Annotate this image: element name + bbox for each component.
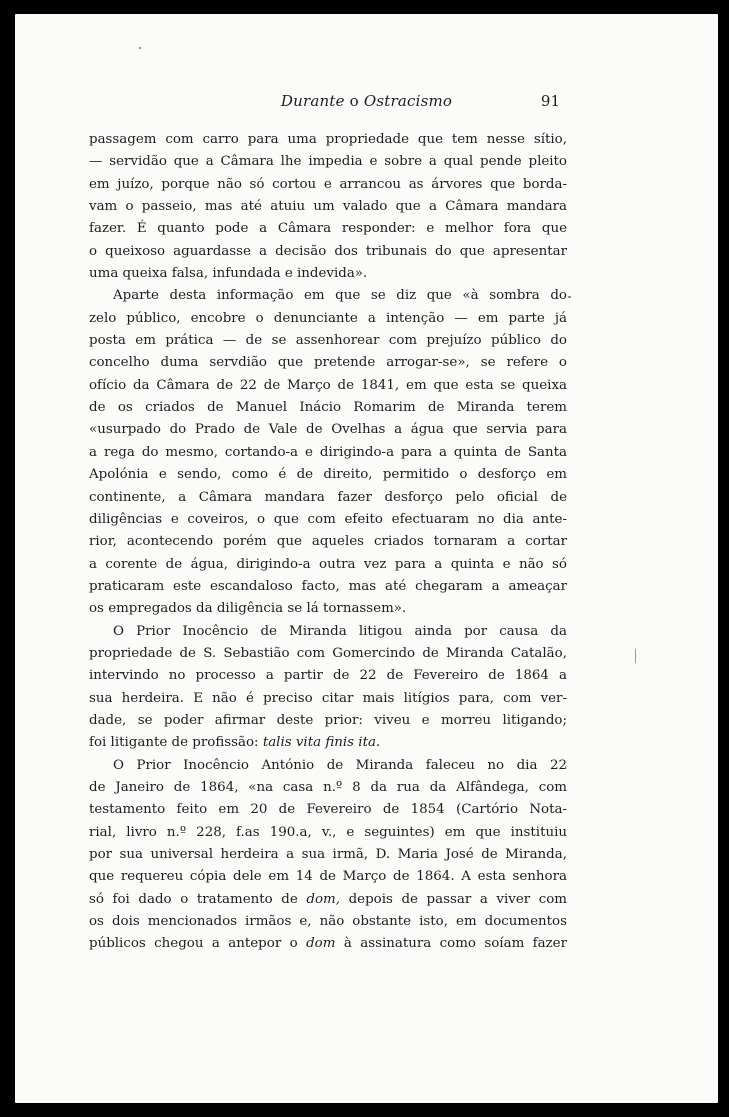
text-line-content: sua herdeira. E não é preciso citar mais litígios para, com ver-: [89, 690, 567, 706]
text-line-content: testamento feito em 20 de Fevereiro de 1854 (Cartório Nota-: [89, 802, 567, 818]
text-line-content: zelo público, encobre o denunciante a intenção — em parte já: [89, 310, 567, 326]
text-line: [89, 196, 567, 218]
text-line: [89, 643, 567, 665]
text-line-content: diligências e coveiros, o que com efeito efectuaram no dia ante-: [89, 511, 567, 527]
text-line: [89, 487, 567, 509]
text-line-content: concelho duma servdião que pretende arrogar-se», se refere o: [89, 355, 567, 371]
book-page: [15, 14, 718, 1103]
text-line-rest: à assinatura como soíam fazer: [335, 936, 567, 952]
text-line: [89, 352, 567, 374]
text-line: [89, 688, 567, 710]
text-line-content: passagem com carro para uma propriedade que tem nesse sítio,: [89, 132, 567, 147]
text-line: [89, 799, 567, 821]
running-title-word-1: Durante: [280, 92, 345, 110]
text-line-content: de Janeiro de 1864, «na casa n.º 8 da rua da Alfândega, com: [89, 779, 567, 795]
text-line: [89, 576, 567, 598]
text-line: [89, 129, 567, 151]
text-line: [89, 844, 567, 866]
text-line-content: em juízo, porque não só cortou e arrancou as árvores que borda-: [89, 176, 567, 192]
italic-word: dom,: [306, 891, 340, 907]
running-title: [15, 92, 718, 110]
text-line-content: foi litigante de profissão:: [89, 735, 263, 751]
text-line-content: vam o passeio, mas até atuiu um valado que a Câmara mandara: [89, 199, 567, 215]
text-line-content: continente, a Câmara mandara fazer desforço pelo oficial de: [89, 489, 567, 505]
text-line-content: Aparte desta informação em que se diz que «à sombra do: [113, 288, 567, 304]
body-text: [89, 129, 567, 956]
text-line-content: fazer. É quanto pode a Câmara responder: e melhor fora que: [89, 221, 567, 237]
text-line: [89, 755, 567, 777]
text-line-content: só foi dado o tratamento de: [89, 891, 307, 907]
text-line-content: posta em prática — de se assenhorear com prejuízo público do: [89, 333, 567, 349]
text-line-content: os empregados da diligência se lá tornassem».: [89, 601, 407, 617]
italic-word: dom: [306, 936, 336, 952]
text-line-content: a corente de água, dirigindo-a outra vez para a quinta e não só: [89, 556, 567, 572]
text-line: [89, 554, 567, 576]
text-line: [89, 285, 567, 307]
text-line-content: rial, livro n.º 228, f.as 190.a, v., e seguintes) em que instituiu: [89, 824, 567, 840]
text-line-rest: depois de passar a viver com: [339, 891, 568, 907]
paper-speck: [635, 649, 636, 663]
text-line: [89, 263, 567, 285]
text-line-content: Apolónia e sendo, como é de direito, permitido o desforço em: [89, 467, 567, 483]
paper-speck: [139, 47, 141, 49]
text-line-content: ofício da Câmara de 22 de Março de 1841, em que esta se queixa: [89, 377, 567, 393]
text-line: [89, 866, 567, 888]
text-line: [89, 598, 567, 620]
text-line: [89, 218, 567, 240]
text-line-content: uma queixa falsa, infundada e indevida».: [89, 266, 368, 282]
text-line: [89, 397, 567, 419]
text-line-content: propriedade de S. Sebastião com Gomercindo de Miranda Catalão,: [89, 645, 567, 661]
text-line: [89, 732, 567, 754]
text-line-content: dade, se poder afirmar deste prior: viveu e morreu litigando;: [89, 712, 567, 728]
text-line-content: o queixoso aguardasse a decisão dos tribunais do que apresentar: [89, 243, 567, 259]
text-line: [89, 442, 567, 464]
text-line-content: que requereu cópia dele em 14 de Março de 1864. A esta senhora: [89, 869, 567, 885]
text-line-content: a rega do mesmo, cortando-a e dirigindo-a para a quinta de Santa: [89, 444, 567, 460]
text-line-content: «usurpado do Prado de Vale de Ovelhas a água que servia para: [89, 422, 567, 438]
text-line: [89, 889, 567, 911]
text-line: [89, 375, 567, 397]
text-line: [89, 509, 567, 531]
text-line: [89, 665, 567, 687]
text-line: [89, 464, 567, 486]
text-line: [89, 174, 567, 196]
text-line: [89, 308, 567, 330]
text-line-content: O Prior Inocêncio António de Miranda faleceu no dia 22: [113, 757, 567, 773]
text-line-content: intervindo no processo a partir de 22 de Fevereiro de 1864 a: [89, 668, 567, 684]
text-line-content: rior, acontecendo porém que aqueles criados tornaram a cortar: [89, 534, 567, 550]
running-title-word-3: Ostracismo: [363, 92, 453, 110]
text-line-content: os dois mencionados irmãos e, não obstante isto, em documentos: [89, 914, 567, 930]
text-line-content: — servidão que a Câmara lhe impedia e sobre a qual pende pleito: [89, 154, 567, 170]
text-line-content: públicos chegou a antepor o: [89, 936, 307, 952]
running-title-word-2: o: [349, 92, 359, 110]
text-line: [89, 777, 567, 799]
text-line-content: O Prior Inocêncio de Miranda litigou ainda por causa da: [113, 623, 567, 639]
text-line: [89, 911, 567, 933]
running-head: [15, 92, 718, 116]
text-line: [89, 710, 567, 732]
text-line-content: de os criados de Manuel Inácio Romarim de Miranda terem: [89, 400, 567, 416]
text-line: [89, 151, 567, 173]
text-line: [89, 933, 567, 955]
text-line-content: por sua universal herdeira a sua irmã, D. Maria José de Miranda,: [89, 847, 567, 862]
text-line: [89, 241, 567, 263]
text-line: [89, 419, 567, 441]
text-line: [89, 822, 567, 844]
text-line-content: praticaram este escandaloso facto, mas até chegaram a ameaçar: [89, 578, 567, 594]
italic-phrase: talis vita finis ita.: [262, 735, 381, 751]
page-number: 91: [540, 92, 560, 110]
text-line: [89, 330, 567, 352]
paper-speck: [568, 296, 571, 298]
text-line: [89, 531, 567, 553]
text-line: [89, 621, 567, 643]
